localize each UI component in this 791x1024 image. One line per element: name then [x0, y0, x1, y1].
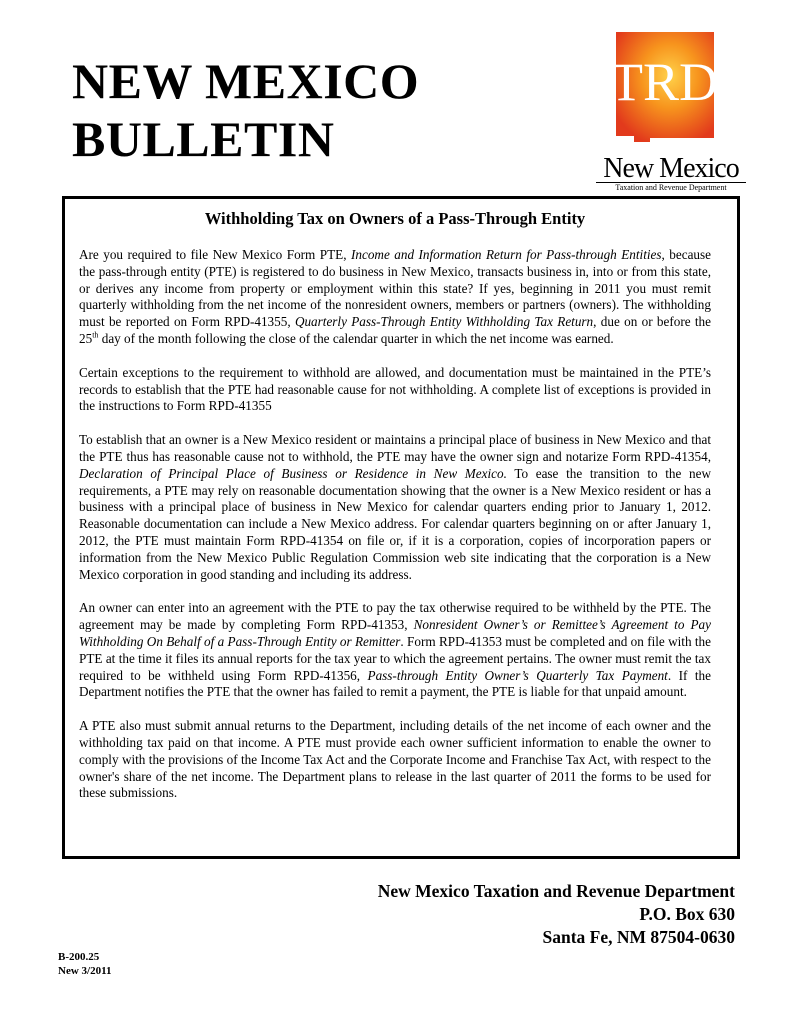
- p3-form-title-41354: Declaration of Principal Place of Business or Residence in New Mexico.: [79, 465, 507, 481]
- logo-subtitle: Taxation and Revenue Department: [596, 182, 746, 193]
- p4-text-a: An owner can enter into an agreement with the PTE to pay the tax otherwise required to be withheld by the PTE. The agreement may be made by completing Form RPD-41353,: [79, 600, 711, 633]
- trd-logo-text: TRD: [610, 52, 718, 112]
- paragraph-1: [79, 247, 711, 348]
- address-line-2: P.O. Box 630: [639, 904, 735, 924]
- logo-name: New Mexico: [603, 153, 739, 184]
- p1-form-title-pte: Income and Information Return for Pass-through Entities: [350, 247, 662, 262]
- bulletin-code: [58, 950, 111, 978]
- p4-text-e: . If the Department notifies the PTE that the owner has failed to remit a payment, the PTE is liable for that unpaid amount.: [79, 667, 711, 700]
- p1-form-title-41355: Quarterly Pass-Through Entity Withholding Tax Return: [294, 314, 594, 330]
- page-title: [72, 52, 419, 168]
- department-address: [378, 880, 735, 949]
- paragraph-2: Certain exceptions to the requirement to withhold are allowed, and documentation must be maintained in the PTE’s records to establish that the PTE had reasonable cause for not withholding. A complete list of exceptions is provided in the instructions to Form RPD-41355: [79, 364, 711, 414]
- bulletin-date: New 3/2011: [58, 965, 112, 977]
- p1-text-f: day of the month following the close of the calendar quarter in which the net income was earned.: [98, 330, 614, 346]
- address-line-3: Santa Fe, NM 87504-0630: [542, 927, 735, 947]
- p1-text-e: , due on or before the 25: [79, 314, 711, 346]
- trd-logo: [596, 30, 746, 192]
- paragraph-3: [79, 432, 711, 583]
- p3-text-c: To ease the transition to the new requirements, a PTE may rely on reasonable documentation showing that the owner is a New Mexico resident or has a business with a principal place of business in New Mexico for calendar quarters ending prior to January 1, 2012. Reasonable documentation can include a New Mexico address. For calendar quarters beginning on or after January 1, 2012, the PTE must maintain Form RPD-41354 on file or, if it is a corporation, copies of incorporation papers or information from the New Mexico Public Regulation Commission web site indicating that the corporation is a New Mexico corporation in good standing and including its address.: [79, 465, 711, 582]
- p4-form-title-41356: Pass-through Entity Owner’s Quarterly Tax Payment: [367, 667, 668, 683]
- title-line-2: BULLETIN: [72, 111, 335, 167]
- address-line-1: New Mexico Taxation and Revenue Department: [377, 881, 735, 901]
- p4-form-title-41353: Nonresident Owner’s or Remittee’s Agreement to Pay Withholding On Behalf of a Pass-Through Entity or Remitter: [79, 617, 712, 649]
- title-line-1: NEW MEXICO: [72, 53, 420, 109]
- paragraph-4: [79, 600, 711, 701]
- bulletin-box: [62, 196, 740, 859]
- trd-logo-icon: [610, 30, 718, 156]
- p1-ordinal-suffix: th: [92, 330, 99, 340]
- bulletin-heading: Withholding Tax on Owners of a Pass-Through Entity: [204, 209, 586, 228]
- p1-text-c: , because the pass-through entity (PTE) is registered to do business in New Mexico, transacts business in, into or from this state, or derives any income from property or employment within this state? If yes, beginning in 2011 you must remit quarterly withholding from the net income of the nonresident owners, members or partners (owners). The withholding must be reported on Form RPD-41355,: [79, 247, 712, 330]
- p1-text-a: Are you required to file New Mexico Form PTE,: [79, 247, 351, 262]
- p4-text-c: . Form RPD-41353 must be completed and on file with the PTE at the time it files its annual reports for the tax year to which the agreement pertains. The owner must remit the tax required to be withheld using Form RPD-41356,: [79, 633, 711, 683]
- p3-text-a: To establish that an owner is a New Mexico resident or maintains a principal place of business in New Mexico and that the PTE thus has reasonable cause not to withhold, the PTE may have the owner sign and notarize Form RPD-41354,: [79, 432, 711, 464]
- paragraph-5: A PTE also must submit annual returns to the Department, including details of the net income of each owner and the withholding tax paid on that income. A PTE must provide each owner sufficient information to enable the owner to comply with the provisions of the Income Tax Act and the Corporate Income and Franchise Tax Act, with respect to the owner's share of the net income. The Department plans to release in the last quarter of 2011 the forms to be used for these submissions.: [79, 718, 711, 801]
- bulletin-number: B-200.25: [58, 951, 100, 963]
